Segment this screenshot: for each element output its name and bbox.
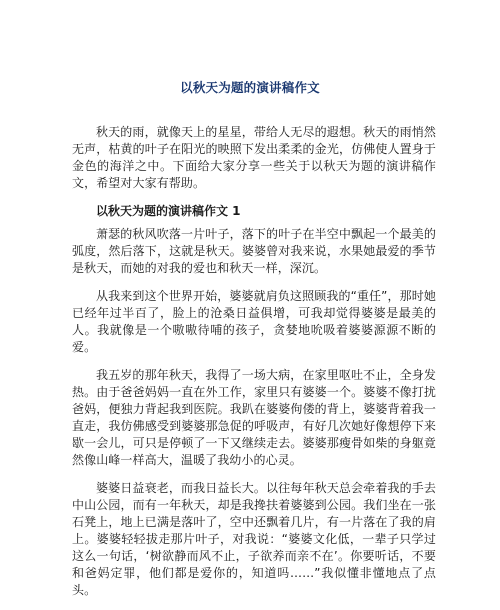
body-paragraph-3: 我五岁的那年秋天，我得了一场大病，在家里呕吐不止，全身发热。由于爸爸妈妈一直在外工作，家里只有婆婆一个。婆婆不像打扰爸妈，便独力背起我到医院。我趴在婆婆佝偻的背上，婆婆背着我一直走，我仿佛感受到婆婆那急促的呼吸声，有好几次她好像想停下来歇一会儿，可只是停顿了一下又继续走去。婆婆那瘦骨如柴的身躯竟然像山峰一样高大，温暖了我幼小的心灵。 [72,368,436,467]
document-title: 以秋天为题的演讲稿作文 [180,80,320,95]
body-paragraph-1: 萧瑟的秋风吹落一片叶子，落下的叶子在半空中飘起一个最美的弧度，然后落下，这就是秋天。婆婆曾对我来说，水果她最爱的季节是秋天，而她的对我的爱也和秋天一样，深沉。 [72,227,436,275]
body-paragraph-2: 从我来到这个世界开始，婆婆就肩负这照顾我的“重任”，那时她已经年过半百了，脸上的沧桑日益俱增，可我却觉得婆婆是最美的人。我就像是一个嗷嗷待哺的孩子，贪婪地吮吸着婆婆源源不断的爱。 [72,289,436,354]
section-heading: 以秋天为题的演讲稿作文 1 [96,204,241,218]
intro-paragraph: 秋天的雨，就像天上的星星，带给人无尽的遐想。秋天的雨悄然无声，枯黄的叶子在阳光的映照下发出柔柔的金光，仿佛使人置身于金色的海洋之中。下面给大家分享一些关于以秋天为题的演讲稿作文，希望对大家有帮助。 [72,125,436,190]
body-paragraph-4: 婆婆日益衰老，而我日益长大。以往每年秋天总会牵着我的手去中山公园，而有一年秋天，却是我搀扶着婆婆到公园。我们坐在一张石凳上，地上已满是落叶了，空中还飘着几片，有一片落在了我的肩上。婆婆轻轻拔走那片叶子，对我说：“婆婆文化低，一辈子只学过这么一句话，‘树欲静而风不止，子欲养而亲不在’。你要听话，不要和爸妈定罪，他们都是爱你的，知道吗……”我似懂非懂地点了点头。 [72,481,436,597]
document-body [72,124,436,610]
